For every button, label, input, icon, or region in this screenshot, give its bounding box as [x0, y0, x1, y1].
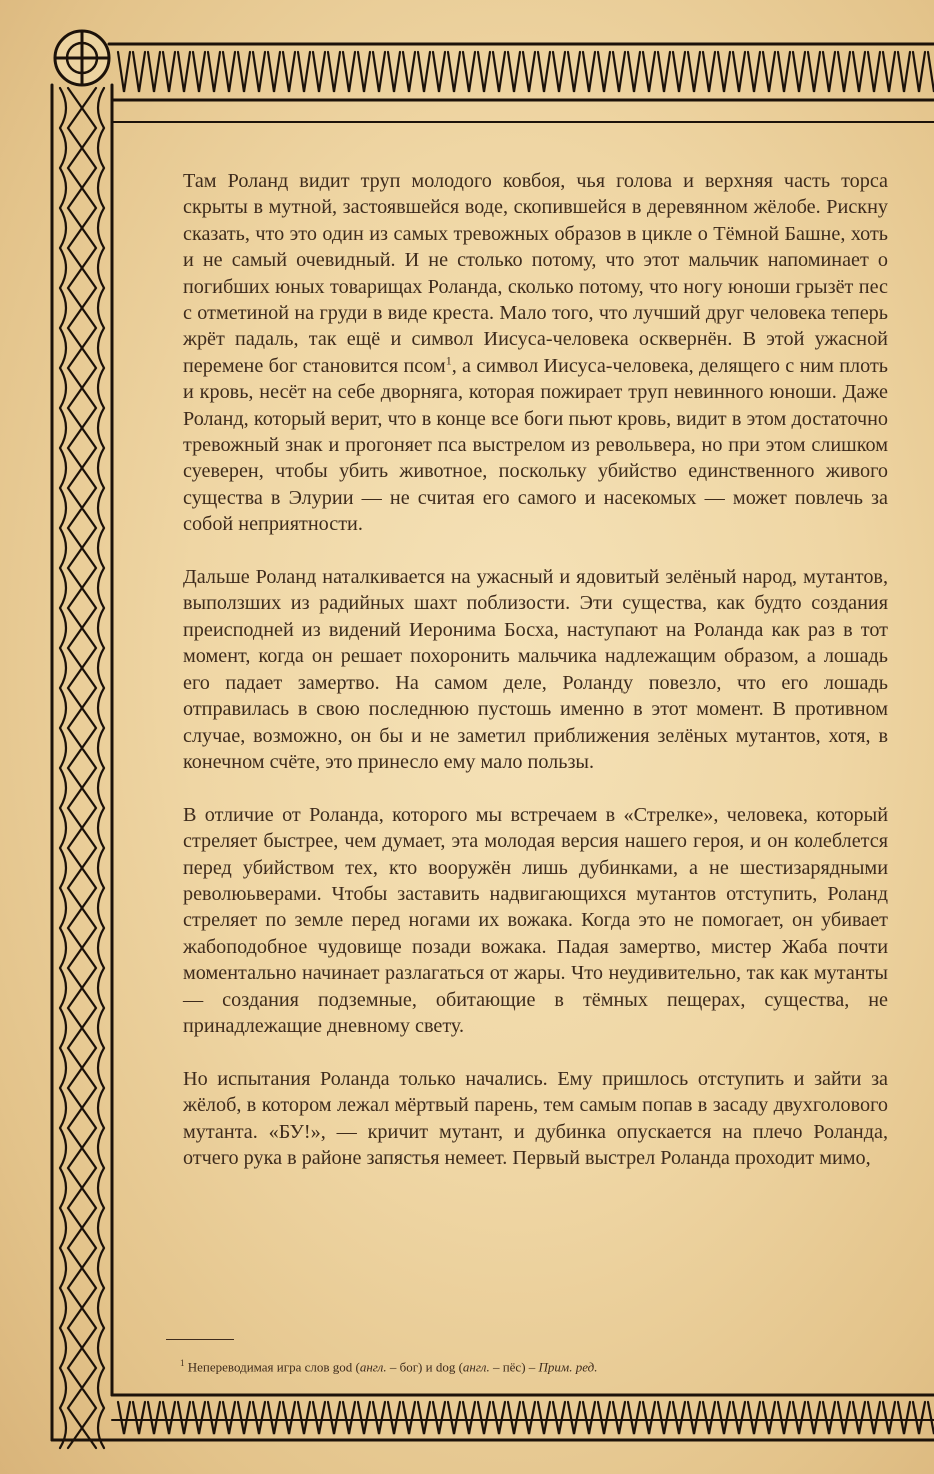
footnote-text-a: Непереводимая игра слов god ( — [187, 1359, 360, 1375]
footnote-text-b: англ. — [359, 1359, 387, 1375]
footnote-text-c: – бог) и dog ( — [386, 1359, 463, 1375]
paragraph-1 — [183, 168, 888, 538]
paragraph-4: Но испытания Роланда только начались. Ему пришлось отступить и зайти за жёлоб, в котором лежал мёртвый парень, тем самым попав в засаду двухголового мутанта. «БУ!», — кричит мутант, и дубинка опускается на плечо Роланда, отчего рука в районе запястья немеет. Первый выстрел Роланда проходит мимо, — [183, 1067, 888, 1169]
footnote-divider — [166, 1339, 234, 1340]
compass-rose-emblem — [55, 31, 109, 85]
main-text — [183, 168, 888, 1171]
footnote-text-d: англ. — [462, 1359, 490, 1375]
footnote-reference[interactable]: 1 — [445, 353, 452, 368]
paragraph-1-tail: , а символ Иисуса-человека, делящего с ним плоть и кровь, несёт на себе дворняга, которая пожирает труп невинного юноши. Даже Роланд, который верит, что в конце все боги пьют кровь, видит в этом достаточно тревожный знак и прогоняет пса выстрелом из револьвера, но при этом слишком суеверен, чтобы убить животное, поскольку убийство единственного живого существа в Элурии — не считая его самого и насекомых — может повлечь за собой неприятности. — [183, 354, 888, 536]
paragraph-2: Дальше Роланд наталкивается на ужасный и ядовитый зелёный народ, мутантов, выползших из радийных шахт поблизости. Эти существа, как будто создания преисподней из видений Иеронима Босха, наступают на Роланда как раз в тот момент, когда он решает похоронить мальчика надлежащим образом, а лошадь его падает замертво. На самом деле, Роланду повезло, что его лошадь отправилась в свою последнюю пустошь именно в этот момент. В противном случае, возможно, он бы и не заметил приближения зелёных мутантов, хотя, в конечном счёте, это принесло ему мало пользы. — [183, 566, 888, 773]
footnote — [180, 1354, 900, 1376]
footnote-text-e: – пёс) – — [489, 1359, 539, 1375]
footnote-number: 1 — [180, 1358, 185, 1368]
paragraph-1-text: Там Роланд видит труп молодого ковбоя, чья голова и верхняя часть торса скрыты в мутной, застоявшейся воде, скопившейся в деревянном жёлобе. Рискну сказать, что это один из самых тревожных образов в цикле о Тёмной Башне, хоть и не самый очевидный. И не столько потому, что этот мальчик напоминает о погибших юных товарищах Роланда, сколько потому, что ногу юноши грызёт пес с отметиной на груди в виде креста. Мало того, что лучший друг человека теперь жрёт падаль, так ещё и символ Иисуса-человека осквернён. В этой ужасной перемене бог становится псом — [183, 170, 888, 377]
paragraph-3: В отличие от Роланда, которого мы встречаем в «Стрелке», человека, который стреляет быстрее, чем думает, эта молодая версия нашего героя, и он колеблется перед убийством тех, кто вооружён лишь дубинками, а не шестизарядными революьверами. Чтобы заставить надвигающихся мутантов отступить, Роланд стреляет по земле перед ногами их вожака. Когда это не помогает, он убивает жабоподобное чудовище позади вожака. Падая замертво, мистер Жаба почти моментально начинает разлагаться от жары. Что неудивительно, так как мутанты — создания подземные, обитающие в тёмных пещерах, существа, не принадлежащие дневному свету. — [183, 803, 888, 1037]
footnote-text-f: Прим. ред. — [538, 1359, 598, 1375]
